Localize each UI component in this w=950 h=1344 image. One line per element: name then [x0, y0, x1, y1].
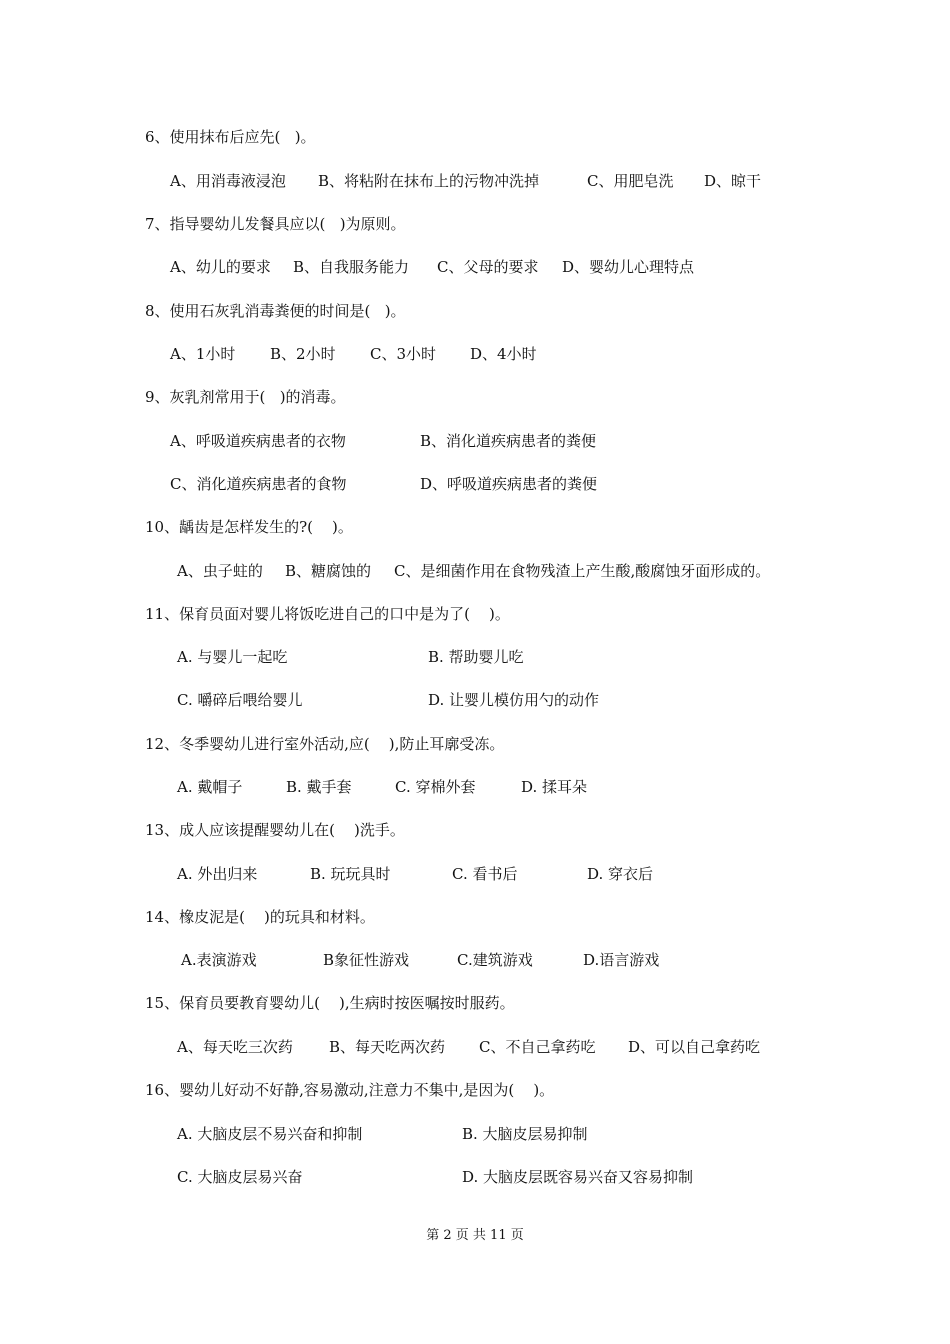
option: A、用消毒液浸泡 [170, 172, 286, 190]
option: D、可以自己拿药吃 [628, 1038, 761, 1056]
option: A、1小时 [170, 345, 236, 363]
option: D、婴幼儿心理特点 [562, 258, 695, 276]
question-stem: 7、指导婴幼儿发餐具应以( )为原则。 [145, 215, 406, 233]
question-stem: 15、保育员要教育婴幼儿( ),生病时按医嘱按时服药。 [145, 994, 515, 1012]
option: D.语言游戏 [583, 951, 660, 969]
option: B象征性游戏 [323, 951, 410, 969]
option: A、虫子蛀的 [177, 562, 263, 580]
question-stem: 11、保育员面对婴儿将饭吃进自己的口中是为了( )。 [145, 605, 510, 623]
option: C. 穿棉外套 [395, 778, 476, 796]
option: D. 穿衣后 [587, 865, 654, 883]
option: A. 大脑皮层不易兴奋和抑制 [177, 1125, 363, 1143]
question-stem: 14、橡皮泥是( )的玩具和材料。 [145, 908, 375, 926]
option: B、2小时 [270, 345, 336, 363]
option: A、呼吸道疾病患者的衣物 [170, 432, 346, 450]
option: A、幼儿的要求 [170, 258, 271, 276]
question-stem: 10、龋齿是怎样发生的?( )。 [145, 518, 353, 536]
option: A. 外出归来 [177, 865, 258, 883]
question-stem: 12、冬季婴幼儿进行室外活动,应( ),防止耳廓受冻。 [145, 735, 505, 753]
option: D. 大脑皮层既容易兴奋又容易抑制 [462, 1168, 694, 1186]
option: D、4小时 [470, 345, 537, 363]
option: B. 帮助婴儿吃 [428, 648, 524, 666]
question-stem: 13、成人应该提醒婴幼儿在( )洗手。 [145, 821, 405, 839]
option: B、消化道疾病患者的粪便 [420, 432, 597, 450]
option: B、将粘附在抹布上的污物冲洗掉 [318, 172, 540, 190]
option: C、3小时 [370, 345, 437, 363]
option: D、晾干 [704, 172, 762, 190]
option: C、是细菌作用在食物残渣上产生酸,酸腐蚀牙面形成的。 [394, 562, 771, 580]
option: B. 戴手套 [286, 778, 352, 796]
option: C、用肥皂洗 [587, 172, 674, 190]
option: A. 戴帽子 [177, 778, 243, 796]
option: B、每天吃两次药 [329, 1038, 446, 1056]
option: C.建筑游戏 [457, 951, 533, 969]
question-stem: 16、婴幼儿好动不好静,容易激动,注意力不集中,是因为( )。 [145, 1081, 555, 1099]
option: D. 揉耳朵 [521, 778, 588, 796]
option: C、不自己拿药吃 [479, 1038, 596, 1056]
option: A、每天吃三次药 [177, 1038, 293, 1056]
option: D. 让婴儿模仿用勺的动作 [428, 691, 600, 709]
option: B. 玩玩具时 [310, 865, 391, 883]
option: C、父母的要求 [437, 258, 539, 276]
option: C. 嚼碎后喂给婴儿 [177, 691, 303, 709]
option: C. 大脑皮层易兴奋 [177, 1168, 303, 1186]
option: B、糖腐蚀的 [285, 562, 372, 580]
question-stem: 9、灰乳剂常用于( )的消毒。 [145, 388, 346, 406]
option: C、消化道疾病患者的食物 [170, 475, 347, 493]
question-stem: 8、使用石灰乳消毒粪便的时间是( )。 [145, 302, 406, 320]
option: A.表演游戏 [181, 951, 257, 969]
page-footer: 第 2 页 共 11 页 [426, 1228, 524, 1243]
option: A. 与婴儿一起吃 [177, 648, 288, 666]
option: B. 大脑皮层易抑制 [462, 1125, 588, 1143]
option: B、自我服务能力 [293, 258, 410, 276]
option: C. 看书后 [452, 865, 518, 883]
option: D、呼吸道疾病患者的粪便 [420, 475, 598, 493]
question-stem: 6、使用抹布后应先( )。 [145, 128, 316, 146]
